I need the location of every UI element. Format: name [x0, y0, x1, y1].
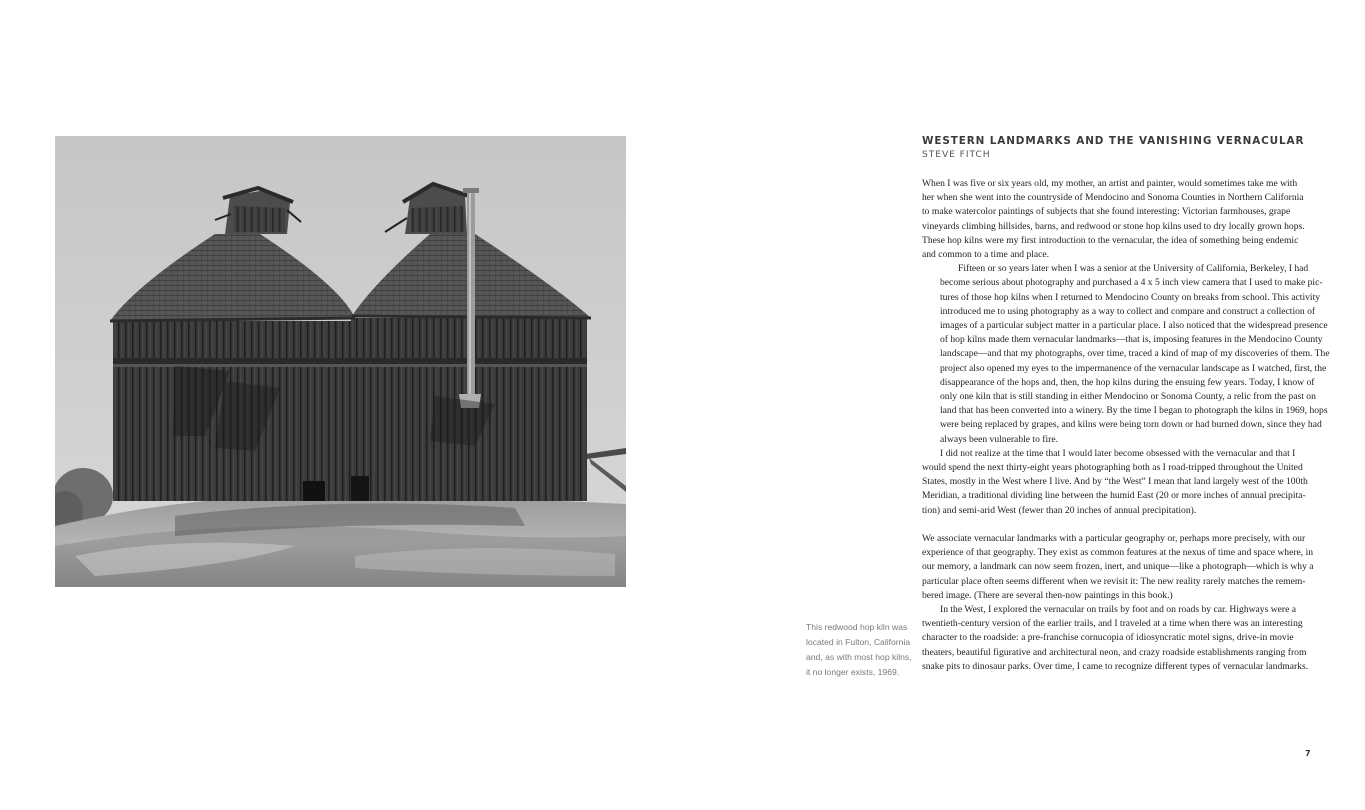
- essay-body: [922, 177, 1330, 674]
- text-line: character to the roadside: a pre-franchise cornucopia of idiosyncratic motel signs, drive-in movie: [922, 632, 1294, 644]
- hop-kiln-photograph: [55, 136, 626, 587]
- text-line: project also opened my eyes to the impermanence of the vernacular landscape as I watched, first, the: [940, 362, 1327, 374]
- text-line: always been vulnerable to fire.: [940, 433, 1059, 445]
- text-line: introduced me to using photography as a way to collect and compare and construct a collection of: [940, 305, 1316, 317]
- text-line: land that has been converted into a winery. By the time I began to photograph the kilns in 1969, hops: [940, 405, 1328, 417]
- essay-title: WESTERN LANDMARKS AND THE VANISHING VERNACULAR: [922, 135, 1305, 147]
- caption-line: it no longer exists, 1969.: [806, 667, 900, 677]
- caption-line: located in Fulton, California: [806, 637, 911, 647]
- text-line: only one kiln that is still standing in either Mendocino or Sonoma County, a relic from the past on: [940, 391, 1316, 403]
- text-line: tures of those hop kilns when I returned to Mendocino County on breaks from school. This activity: [940, 291, 1321, 303]
- paragraph: [922, 447, 1317, 518]
- caption-line: and, as with most hop kilns,: [806, 652, 912, 662]
- photo-caption: [806, 620, 914, 680]
- text-line: In the West, I explored the vernacular on trails by foot and on roads by car. Highways were a: [940, 604, 1297, 616]
- paragraph: [922, 177, 1317, 262]
- text-line: experience of that geography. They exist as common features at the nexus of time and space where, in: [922, 547, 1314, 559]
- text-line: her when she went into the countryside of Mendocino and Sonoma Counties in Northern California: [922, 192, 1304, 204]
- text-line: Meridian, a traditional dividing line between the humid East (20 or more inches of annual precipita-: [922, 490, 1306, 502]
- paragraph: [922, 532, 1317, 603]
- text-line: to make watercolor paintings of subjects that she found interesting: Victorian farmhouses, grape: [922, 206, 1291, 218]
- text-line: our memory, a landmark can now seem frozen, inert, and unique—like a photograph—which is why a: [922, 561, 1314, 573]
- text-line: States, mostly in the West where I live. And by “the West” I mean that land largely west of the 100th: [922, 476, 1308, 488]
- text-line: snake pits to dinosaur parks. Over time, I came to recognize different types of vernacular landmarks.: [922, 660, 1309, 672]
- text-line: bered image. (There are several then-now paintings in this book.): [922, 589, 1173, 601]
- text-line: would spend the next thirty-eight years photographing both as I road-tripped throughout the United: [922, 462, 1303, 474]
- text-line: I did not realize at the time that I would later become obsessed with the vernacular and that I: [940, 447, 1296, 459]
- text-line: images of a particular subject matter in a particular place. I also noticed that the widespread presence: [940, 320, 1328, 332]
- text-line: twentieth-century version of the earlier trails, and I traveled at a time when there was an interesting: [922, 618, 1303, 630]
- text-line: and common to a time and place.: [922, 249, 1050, 261]
- text-line: particular place often seems different when we revisit it: The new reality rarely matches the remem-: [922, 575, 1306, 587]
- text-line: were being replaced by grapes, and kilns were being torn down or had burned down, since they had: [940, 419, 1322, 431]
- caption-line: This redwood hop kiln was: [806, 622, 908, 632]
- text-line: landscape—and that my photographs, over time, traced a kind of map of my discoveries of them. The: [940, 348, 1330, 360]
- text-line: tion) and semi-arid West (fewer than 20 inches of annual precipitation).: [922, 504, 1197, 516]
- text-line: disappearance of the hops and, then, the hop kilns during the ensuing few years. Today, I know of: [940, 376, 1315, 388]
- text-line: Fifteen or so years later when I was a senior at the University of California, Berkeley, I had: [958, 263, 1309, 275]
- paragraph: [922, 603, 1317, 674]
- text-line: become serious about photography and purchased a 4 x 5 inch view camera that I used to make pic-: [940, 277, 1323, 289]
- paragraph: [922, 262, 1330, 447]
- page-number: 7: [1305, 749, 1311, 758]
- text-line: These hop kilns were my first introduction to the vernacular, the idea of something being endemic: [922, 234, 1299, 246]
- text-line: When I was five or six years old, my mother, an artist and painter, would sometimes take me with: [922, 178, 1298, 189]
- text-line: of hop kilns made them vernacular landmarks—that is, imposing features in the Mendocino County: [940, 334, 1323, 346]
- text-line: vineyards climbing hillsides, barns, and redwood or stone hop kilns used to dry locally grown hops.: [922, 220, 1305, 232]
- essay-author: STEVE FITCH: [922, 149, 991, 160]
- text-line: We associate vernacular landmarks with a particular geography or, perhaps more precisely, with our: [922, 533, 1306, 545]
- text-line: theaters, beautiful figurative and architectural neon, and crazy roadside establishments ranging from: [922, 646, 1307, 658]
